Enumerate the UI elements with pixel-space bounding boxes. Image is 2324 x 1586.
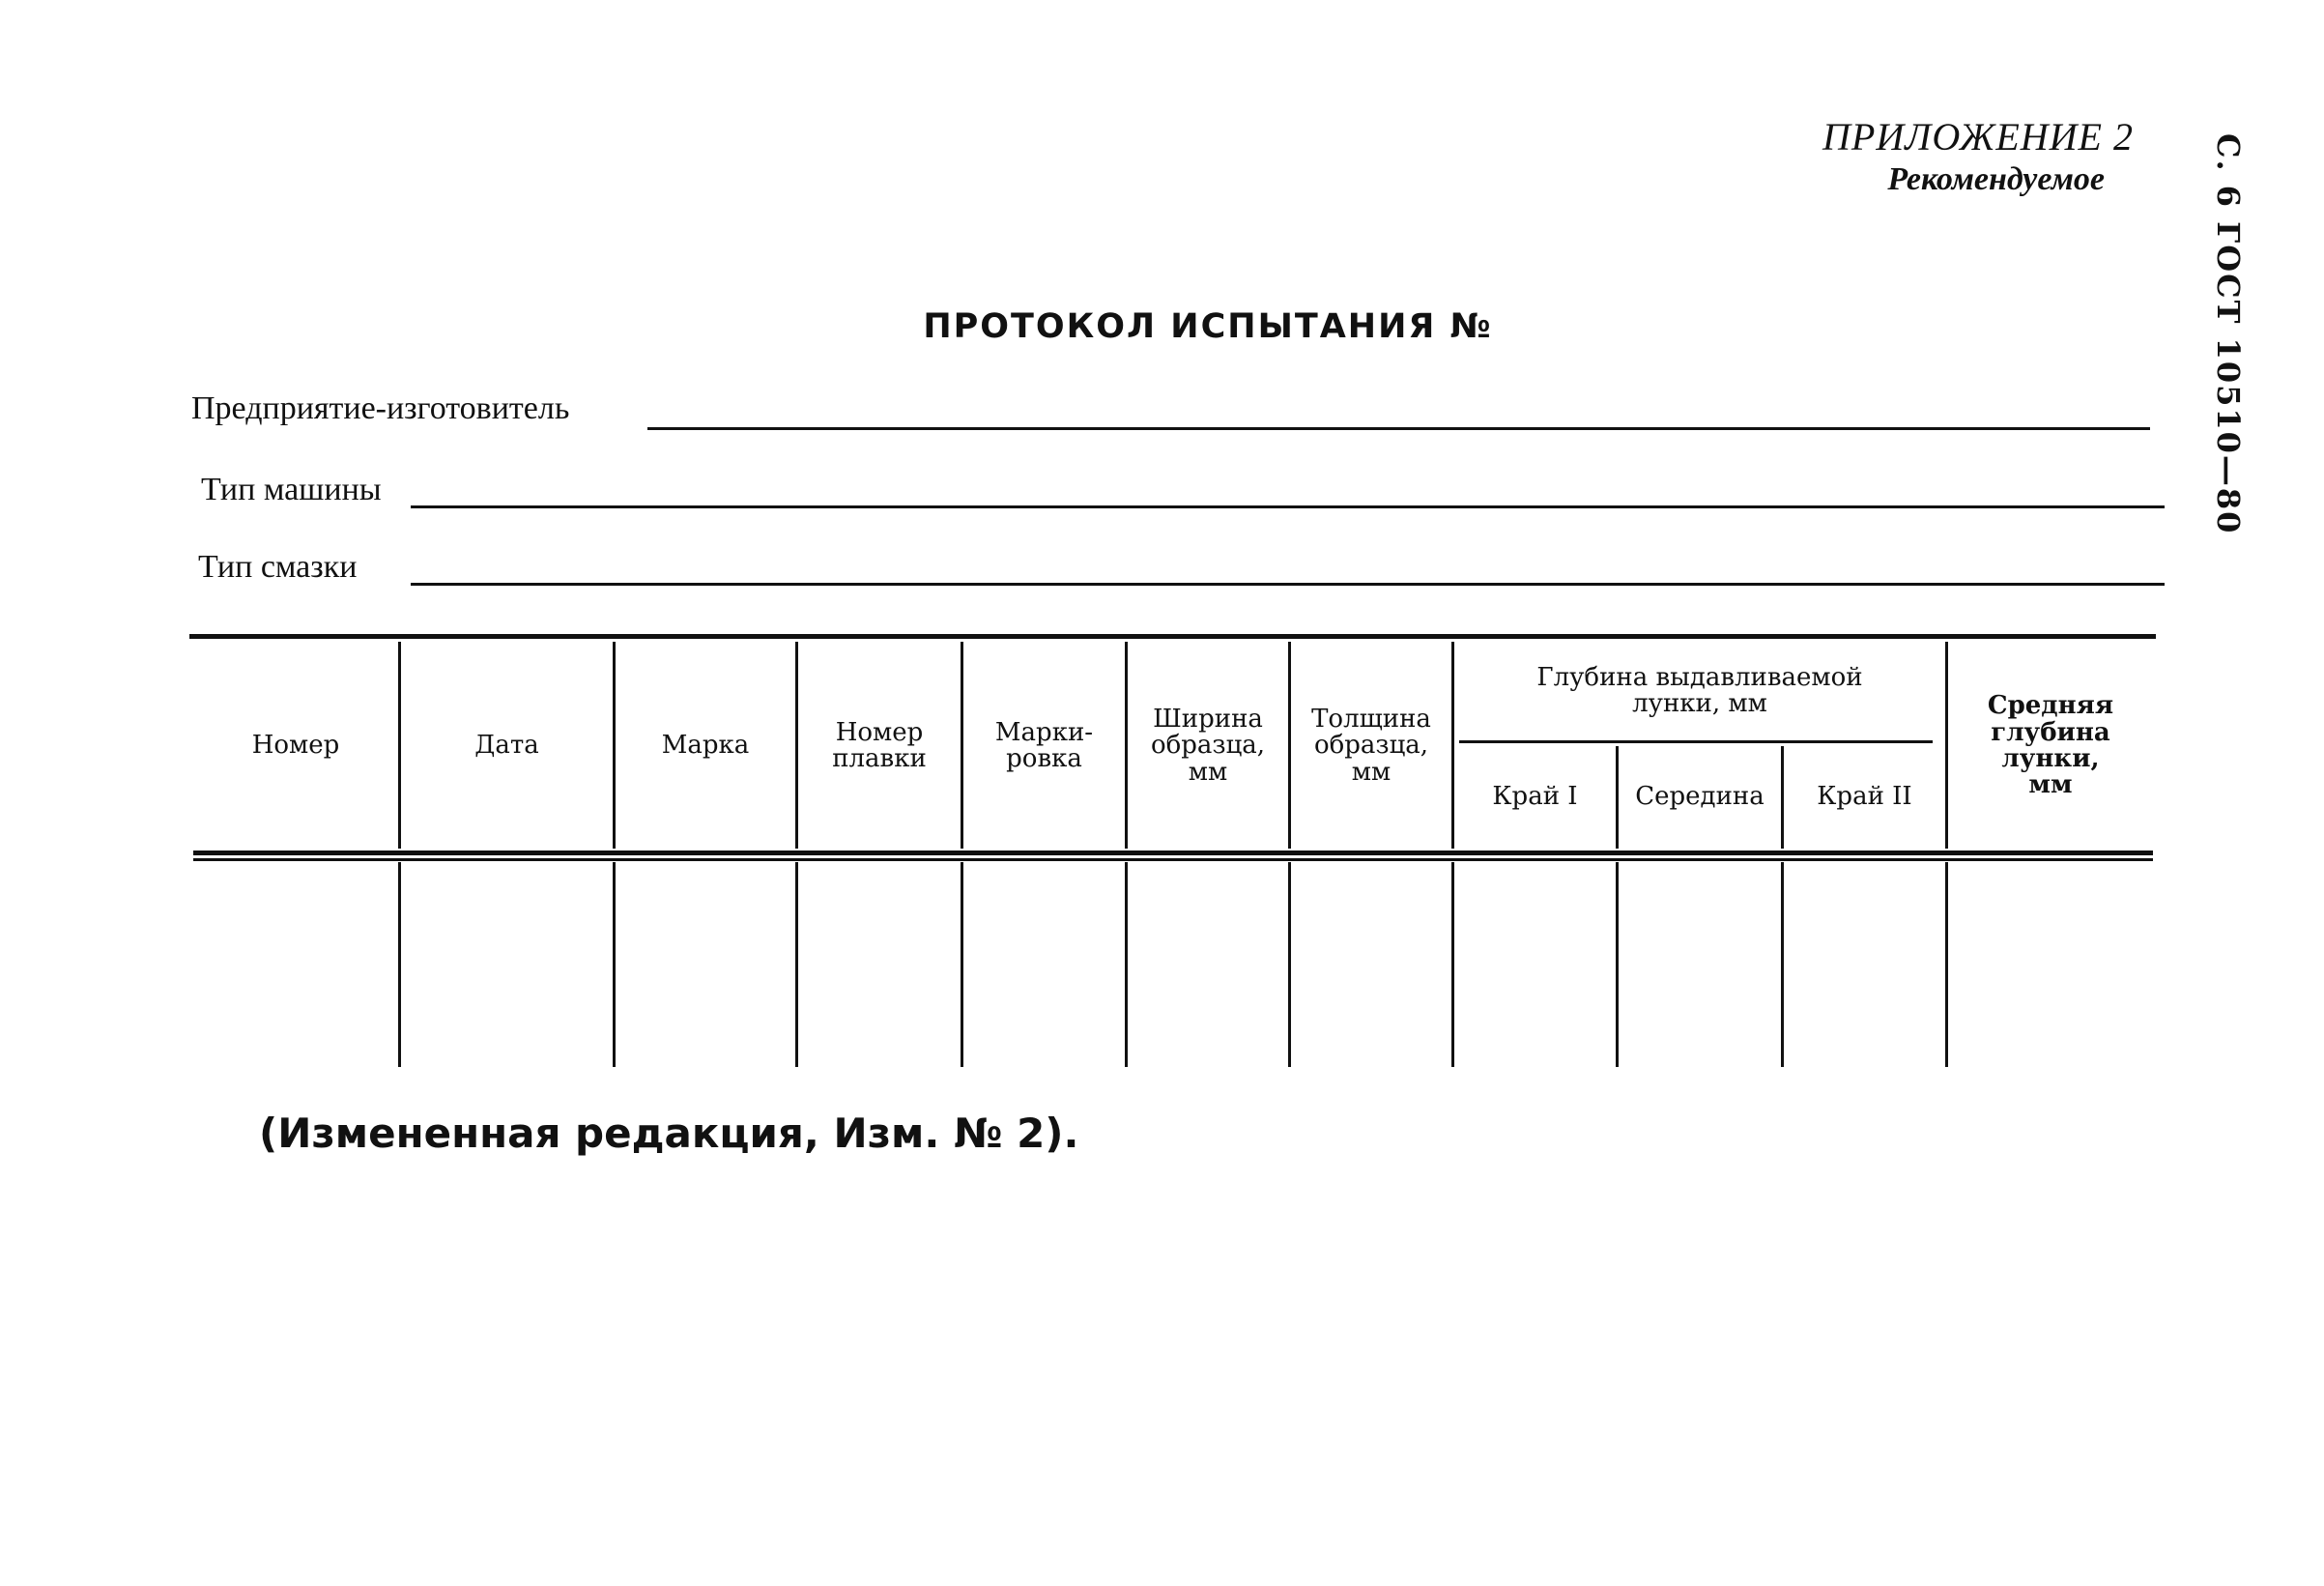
table-top-rule bbox=[189, 634, 2156, 639]
header-date: Дата bbox=[474, 731, 539, 761]
document-title: ПРОТОКОЛ ИСПЫТАНИЯ № bbox=[923, 307, 1493, 346]
header-depth-group: Глубина выдавливаемой лунки, мм bbox=[1536, 662, 1863, 718]
header-rule-lower bbox=[193, 858, 2153, 861]
appendix-heading bbox=[1815, 114, 2134, 200]
manufacturer-line bbox=[647, 427, 2150, 430]
body-column-rule bbox=[1125, 862, 1128, 1067]
header-grade: Марка bbox=[661, 731, 750, 761]
header-rule-upper bbox=[193, 851, 2153, 855]
revision-note: (Измененная редакция, Изм. № 2). bbox=[259, 1110, 1079, 1157]
body-column-rule bbox=[613, 862, 616, 1067]
body-column-rule bbox=[961, 862, 963, 1067]
body-column-rule bbox=[398, 862, 401, 1067]
body-column-rule bbox=[1781, 862, 1784, 1067]
header-edge-1: Край I bbox=[1492, 781, 1578, 811]
body-column-rule bbox=[795, 862, 798, 1067]
body-column-rule bbox=[1945, 862, 1948, 1067]
machine-type-line bbox=[411, 505, 2165, 508]
appendix-subtitle: Рекомендуемое bbox=[1887, 161, 2105, 197]
lubricant-type-label: Тип смазки bbox=[198, 549, 358, 585]
header-number: Номер bbox=[251, 731, 340, 761]
machine-type-label: Тип машины bbox=[201, 472, 382, 507]
manufacturer-label: Предприятие-изготовитель bbox=[191, 390, 570, 426]
header-sample-thickness: Толщина образца, мм bbox=[1311, 705, 1431, 787]
lubricant-type-line bbox=[411, 583, 2165, 586]
page-standard-label: С. 6 ГОСТ 10510—80 bbox=[2210, 133, 2247, 535]
header-heat-number: Номер плавки bbox=[832, 717, 927, 773]
header-edge-2: Край II bbox=[1817, 781, 1912, 811]
appendix-title: ПРИЛОЖЕНИЕ 2 bbox=[1822, 115, 2134, 159]
header-sample-width: Ширина образца, мм bbox=[1150, 705, 1266, 787]
header-average-depth: Средняя глубина лунки, мм bbox=[1987, 691, 2114, 800]
header-marking: Марки- ровка bbox=[994, 717, 1094, 773]
body-column-rule bbox=[1288, 862, 1291, 1067]
body-column-rule bbox=[1451, 862, 1454, 1067]
body-column-rule bbox=[1616, 862, 1619, 1067]
header-middle: Середина bbox=[1635, 781, 1765, 811]
